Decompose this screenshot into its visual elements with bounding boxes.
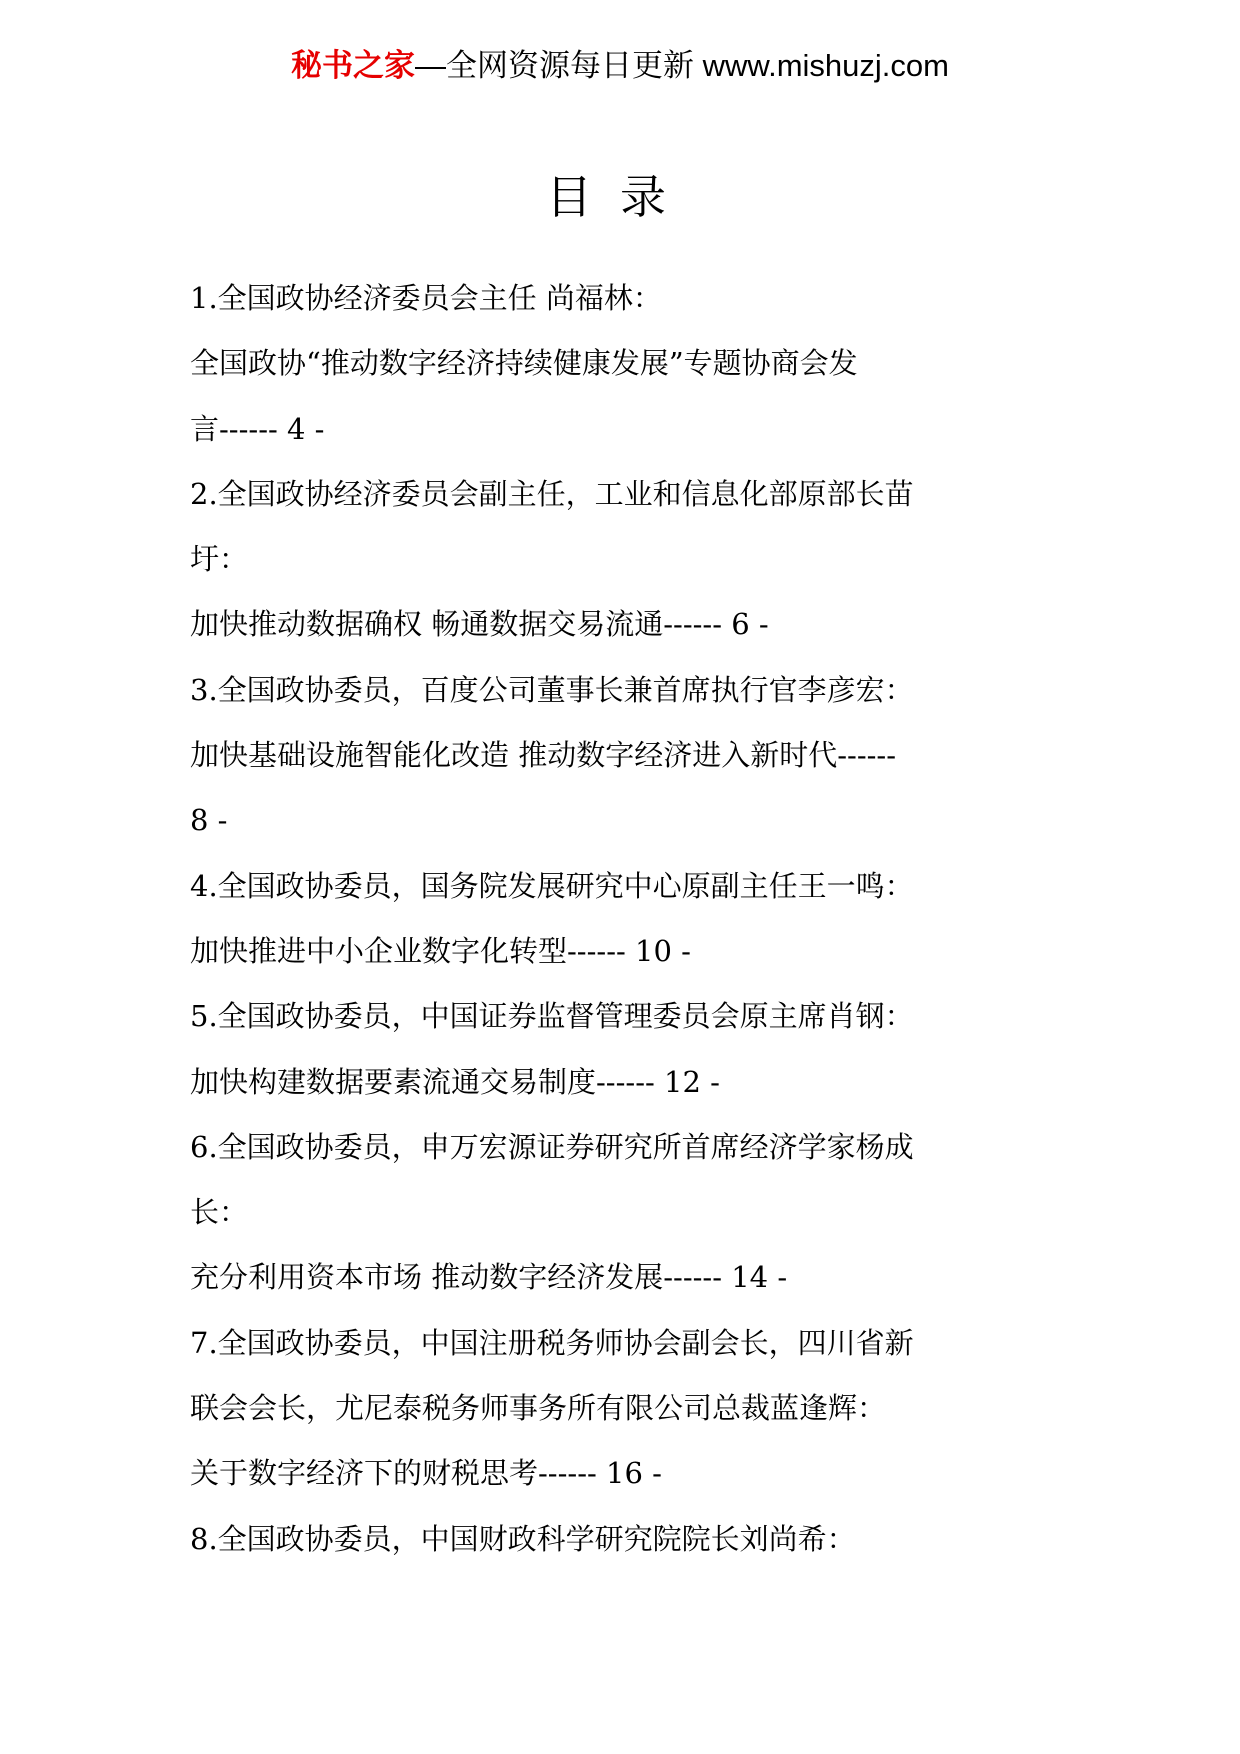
page-title: 目录 xyxy=(546,170,694,224)
header-slogan: —全网资源每日更新 www.mishuzj.com xyxy=(415,48,949,83)
toc-entry-number: 2. xyxy=(190,476,218,511)
toc-entry-number: 5. xyxy=(190,999,218,1034)
toc-entry-7-speaker-cont: 联会会长，尤尼泰税务师事务所有限公司总裁蓝逢辉： xyxy=(190,1391,887,1426)
toc-entry-3-title[interactable]: 加快基础设施智能化改造 推动数字经济进入新时代------ xyxy=(190,738,897,773)
toc-entry-number: 7. xyxy=(190,1325,218,1360)
toc-entry-number: 6. xyxy=(190,1129,218,1164)
toc-entry-6-speaker-cont: 长： xyxy=(190,1195,249,1230)
toc-entry-7-speaker xyxy=(190,1311,1060,1376)
toc-entry-2-title[interactable]: 加快推动数据确权 畅通数据交易流通------ 6 - xyxy=(190,607,769,642)
toc-entry-4-title[interactable]: 加快推进中小企业数字化转型------ 10 - xyxy=(190,933,691,968)
toc-entry-speaker: 全国政协委员，百度公司董事长兼首席执行官李彦宏： xyxy=(217,672,914,707)
toc-entry-1-speaker xyxy=(190,266,1060,331)
toc-entry-speaker: 全国政协经济委员会主任 尚福林： xyxy=(217,281,662,315)
toc-entry-4-speaker xyxy=(190,854,1060,919)
toc-entry-1-title-cont[interactable]: 言------ 4 - xyxy=(190,411,325,446)
site-header xyxy=(0,38,1240,94)
toc-entry-speaker: 全国政协委员，中国证券监督管理委员会原主席肖钢： xyxy=(217,999,914,1034)
toc-entry-8-speaker xyxy=(190,1507,1060,1572)
toc-entry-speaker: 全国政协经济委员会副主任，工业和信息化部原部长苗 xyxy=(217,476,914,511)
toc-entry-speaker: 全国政协委员，中国注册税务师协会副会长，四川省新 xyxy=(217,1325,914,1360)
toc-entry-6-title[interactable]: 充分利用资本市场 推动数字经济发展------ 14 - xyxy=(190,1260,788,1295)
toc-entry-number: 1. xyxy=(190,281,218,315)
toc-entry-speaker: 全国政协委员，申万宏源证券研究所首席经济学家杨成 xyxy=(217,1129,914,1164)
toc-entry-speaker: 全国政协委员，中国财政科学研究院院长刘尚希： xyxy=(217,1521,856,1556)
toc-entry-5-title[interactable]: 加快构建数据要素流通交易制度------ 12 - xyxy=(190,1064,720,1099)
toc-entry-5-speaker xyxy=(190,984,1060,1049)
toc-entry-3-speaker xyxy=(190,658,1060,723)
toc-entry-3-title-cont[interactable]: 8 - xyxy=(190,803,228,838)
toc-entry-1-title[interactable]: 全国政协“推动数字经济持续健康发展”专题协商会发 xyxy=(190,346,858,381)
toc-entry-7-title[interactable]: 关于数字经济下的财税思考------ 16 - xyxy=(190,1456,662,1491)
toc-entry-6-speaker xyxy=(190,1115,1060,1180)
toc-entry-number: 3. xyxy=(190,672,218,707)
toc-entry-2-speaker xyxy=(190,462,1060,527)
toc-entry-number: 4. xyxy=(190,868,218,903)
toc-entry-number: 8. xyxy=(190,1521,218,1556)
brand-name: 秘书之家 xyxy=(291,48,416,83)
toc-entry-speaker: 全国政协委员，国务院发展研究中心原副主任王一鸣： xyxy=(217,868,914,903)
table-of-contents xyxy=(190,266,1060,1572)
toc-entry-2-speaker-cont: 圩： xyxy=(190,542,249,577)
